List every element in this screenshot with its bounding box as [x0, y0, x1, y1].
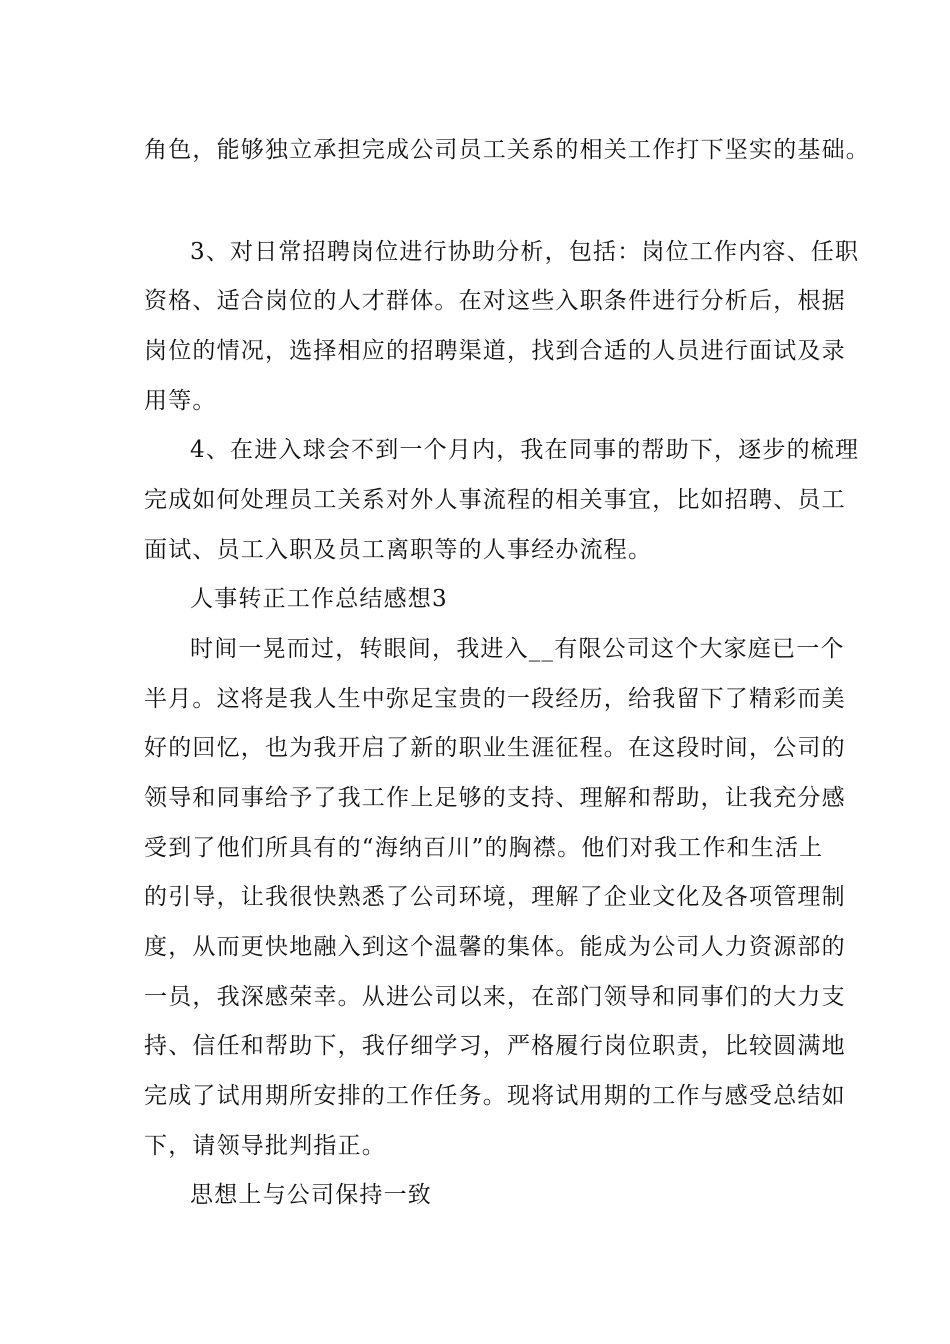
text-line: 领导和同事给予了我工作上足够的支持、理解和帮助，让我充分感	[144, 785, 846, 811]
text-line: 4、在进入球会不到一个月内，我在同事的帮助下，逐步的梳理	[190, 437, 860, 463]
text-line: 面试、员工入职及员工离职等的人事经办流程。	[144, 537, 653, 563]
text-line: 用等。	[144, 388, 217, 414]
text-line: 的引导，让我很快熟悉了公司环境，理解了企业文化及各项管理制	[144, 884, 846, 910]
text-line: 一员，我深感荣幸。从进公司以来，在部门领导和同事们的大力支	[144, 984, 846, 1010]
text-line: 下，请领导批判指正。	[144, 1133, 386, 1159]
text-line: 3、对日常招聘岗位进行协助分析，包括：岗位工作内容、任职	[190, 239, 860, 265]
section-heading: 思想上与公司保持一致	[190, 1182, 432, 1208]
text-line: 时间一晃而过，转眼间，我进入__有限公司这个大家庭已一个	[190, 636, 845, 662]
text-line: 受到了他们所具有的“海纳百川”的胸襟。他们对我工作和生活上	[144, 835, 824, 861]
text-line: 完成了试用期所安排的工作任务。现将试用期的工作与感受总结如	[144, 1083, 846, 1109]
text-line: 度，从而更快地融入到这个温馨的集体。能成为公司人力资源部的	[144, 934, 846, 960]
section-heading: 人事转正工作总结感想3	[190, 586, 448, 612]
text-line: 好的回忆，也为我开启了新的职业生涯征程。在这段时间，公司的	[144, 735, 846, 761]
text-line: 完成如何处理员工关系对外人事流程的相关事宜，比如招聘、员工	[144, 487, 846, 513]
text-line: 资格、适合岗位的人才群体。在对这些入职条件进行分析后，根据	[144, 288, 846, 314]
text-line: 岗位的情况，选择相应的招聘渠道，找到合适的人员进行面试及录	[144, 338, 846, 364]
text-line: 半月。这将是我人生中弥足宝贵的一段经历，给我留下了精彩而美	[144, 686, 846, 712]
text-line: 持、信任和帮助下，我仔细学习，严格履行岗位职责，比较圆满地	[144, 1033, 846, 1059]
text-line: 角色，能够独立承担完成公司员工关系的相关工作打下坚实的基础。	[144, 137, 870, 163]
